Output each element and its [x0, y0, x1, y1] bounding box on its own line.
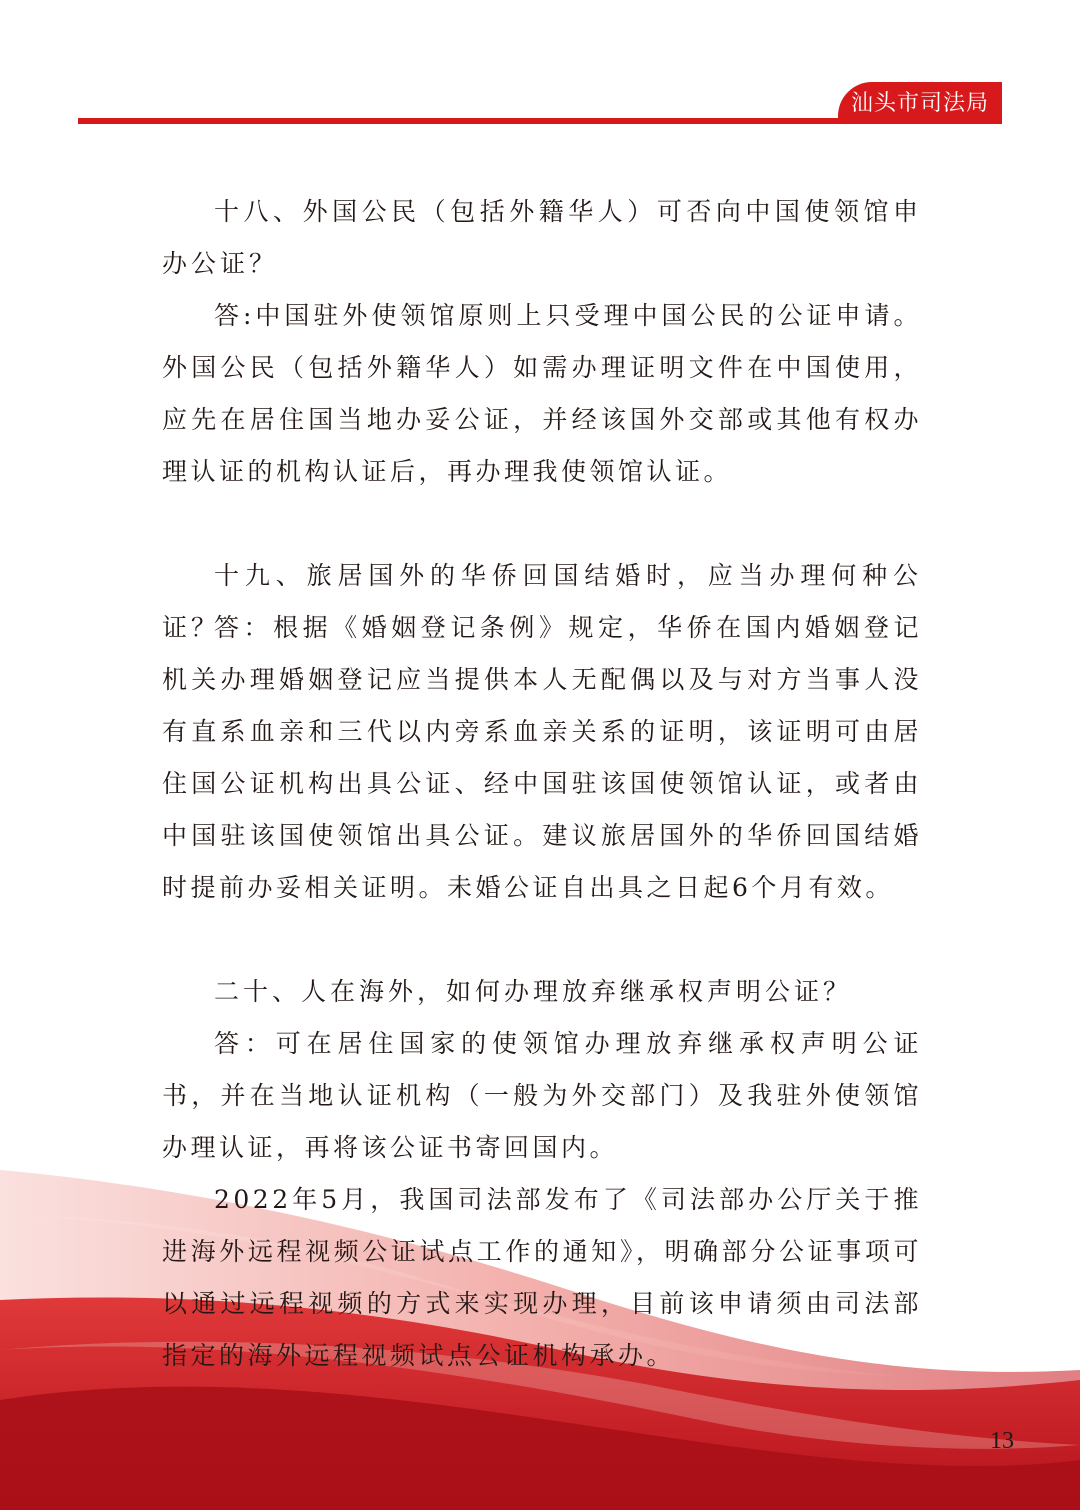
note-remote-video-notarization: 2022年5月，我国司法部发布了《司法部办公厅关于推进海外远程视频公证试点工作的通知》，明确部分公证事项可以通过远程视频的方式来实现办理，目前该申请须由司法部指定的海外远程视频试点公证机构承办。	[162, 1185, 922, 1370]
question-18: 十八、外国公民（包括外籍华人）可否向中国使领馆申办公证？	[162, 197, 922, 278]
answer-20: 答：可在居住国家的使领馆办理放弃继承权声明公证书，并在当地认证机构（一般为外交部门）及我驻外使领馆办理认证，再将该公证书寄回国内。	[162, 1029, 922, 1162]
answer-18: 答:中国驻外使领馆原则上只受理中国公民的公证申请。外国公民（包括外籍华人）如需办理证明文件在中国使用，应先在居住国当地办妥公证，并经该国外交部或其他有权办理认证的机构认证后，再办理我使领馆认证。	[162, 301, 922, 486]
answer-19: 答：根据《婚姻登记条例》规定，华侨在国内婚姻登记机关办理婚姻登记应当提供本人无配偶以及与对方当事人没有直系血亲和三代以内旁系血亲关系的证明，该证明可由居住国公证机构出具公证、经中国驻该国使领馆认证，或者由中国驻该国使领馆出具公证。建议旅居国外的华侨回国结婚时提前办妥相关证明。未婚公证自出具之日起6个月有效。	[162, 613, 922, 902]
header-organization-tab: 汕头市司法局	[838, 82, 1002, 124]
question-20: 二十、人在海外，如何办理放弃继承权声明公证？	[214, 977, 853, 1006]
question-19: 十九、旅居国外的华侨回国结婚时，应当办理何种公证？	[162, 561, 922, 642]
page-number: 13	[990, 1428, 1014, 1454]
